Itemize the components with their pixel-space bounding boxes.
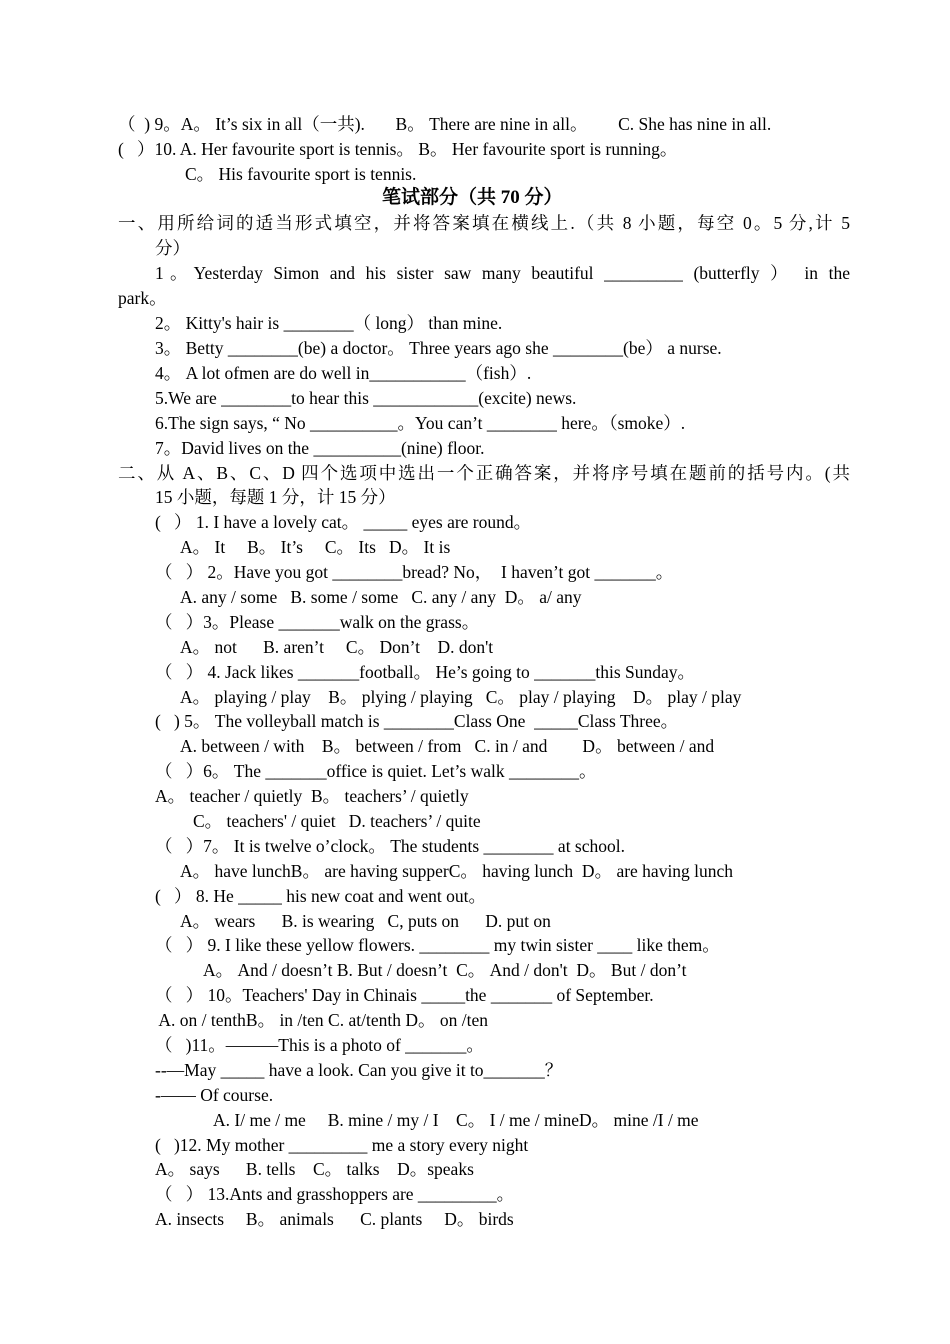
choice-q6-options-cd: C。 teachers' / quiet D. teachers’ / quite [193,811,481,831]
choice-q13: （ ） 13.Ants and grasshoppers are _________。 [155,1184,515,1204]
fill-blank-3: 3。 Betty ________(be) a doctor。 Three years ago she ________(be） a nurse. [155,338,722,358]
choice-q12-options: A。 says B. tells C。 talks D。speaks [155,1159,474,1179]
choice-q11: （ )11。———This is a photo of _______。 [155,1035,484,1055]
choice-q8: ( ） 8. He _____ his new coat and went out。 [155,886,486,906]
choice-q4-options: A。 playing / play B。 plying / playing C。 play / playing D。 play / play [180,687,742,707]
choice-q9: （ ） 9. I like these yellow flowers. ________ my twin sister ____ like them。 [155,935,720,955]
fill-blank-5: 5.We are ________to hear this ____________(excite) news. [155,388,577,408]
choice-q11-options: A. I/ me / me B. mine / my / I C。 I / me / mineD。 mine /I / me [213,1110,699,1130]
choice-q11-line2: --—May _____ have a look. Can you give it to_______？ [155,1060,563,1080]
choice-q9-options: A。 And / doesn’t B. But / doesn’t C。 And / don't D。 But / don’t [203,960,687,980]
choice-q7-options: A。 have lunchB。 are having supperC。 having lunch D。 are having lunch [180,861,734,881]
choice-q2-options: A. any / some B. some / some C. any / any D。 a/ any [180,587,582,607]
choice-q1: ( ） 1. I have a lovely cat。 _____ eyes are round。 [155,512,532,532]
choice-q10-options: A. on / tenthB。 in /ten C. at/tenth D。 on /ten [155,1010,488,1030]
choice-q5-options: A. between / with B。 between / from C. in / and D。 between / and [180,736,715,756]
fill-blank-7: 7。David lives on the __________(nine) floor. [155,438,485,458]
choice-q3: （ ）3。Please _______walk on the grass。 [155,612,480,632]
choice-q5: ( ) 5。 The volleyball match is ________Class One _____Class Three。 [155,711,679,731]
choice-q11-line3: -—— Of course. [155,1085,274,1105]
choice-q7: （ ）7。 It is twelve o’clock。 The students ________ at school. [155,836,625,856]
choice-q4: （ ） 4. Jack likes _______football。 He’s going to _______this Sunday。 [155,662,696,682]
part-two-heading-cont: 15 小题，每题 1 分，计 15 分） [155,487,396,507]
fill-blank-1-cont: park。 [118,288,167,308]
section-title: 笔试部分（共 70 分） [382,187,563,208]
question-9-listening: （ ) 9。A。 It’s six in all（一共). B。 There are nine in all。 C. She has nine in all. [118,114,772,134]
choice-q6-options-ab: A。 teacher / quietly B。 teachers’ / quietly [155,786,469,806]
part-one-heading: 一、用所给词的适当形式填空，并将答案填在横线上.（共 8 小题，每空 0。5 分,计 5 [118,213,850,233]
choice-q12: ( )12. My mother _________ me a story every night [155,1135,529,1155]
choice-q8-options: A。 wears B. is wearing C, puts on D. put on [180,911,551,931]
part-one-heading-cont: 分） [155,238,190,258]
fill-blank-4: 4。 A lot ofmen are do well in___________（fish）. [155,363,532,383]
choice-q1-options: A。 It B。 It’s C。 Its D。 It is [180,537,451,557]
choice-q6: （ ）6。 The _______office is quiet. Let’s walk ________。 [155,761,597,781]
question-10-option-c: C。 His favourite sport is tennis. [185,164,417,184]
fill-blank-1: 1。Yesterday Simon and his sister saw many beautiful _________ (butterfly ） in the [155,263,850,283]
fill-blank-6: 6.The sign says, “ No __________。You can’t ________ here。（smoke）. [155,413,686,433]
choice-q10: （ ） 10。Teachers' Day in Chinais _____the _______ of September. [155,985,654,1005]
choice-q3-options: A。 not B. aren’t C。 Don’t D. don't [180,637,494,657]
question-10-listening: ( ）10. A. Her favourite sport is tennis。 B。 Her favourite sport is running。 [118,139,678,159]
part-two-heading: 二、从 A、B、C、D 四个选项中选出一个正确答案，并将序号填在题前的括号内。(共 [118,463,850,483]
choice-q2: （ ） 2。Have you got ________bread? No， I haven’t got _______。 [155,562,674,582]
choice-q13-options: A. insects B。 animals C. plants D。 birds [155,1209,514,1229]
fill-blank-2: 2。 Kitty's hair is ________（ long） than mine. [155,313,503,333]
